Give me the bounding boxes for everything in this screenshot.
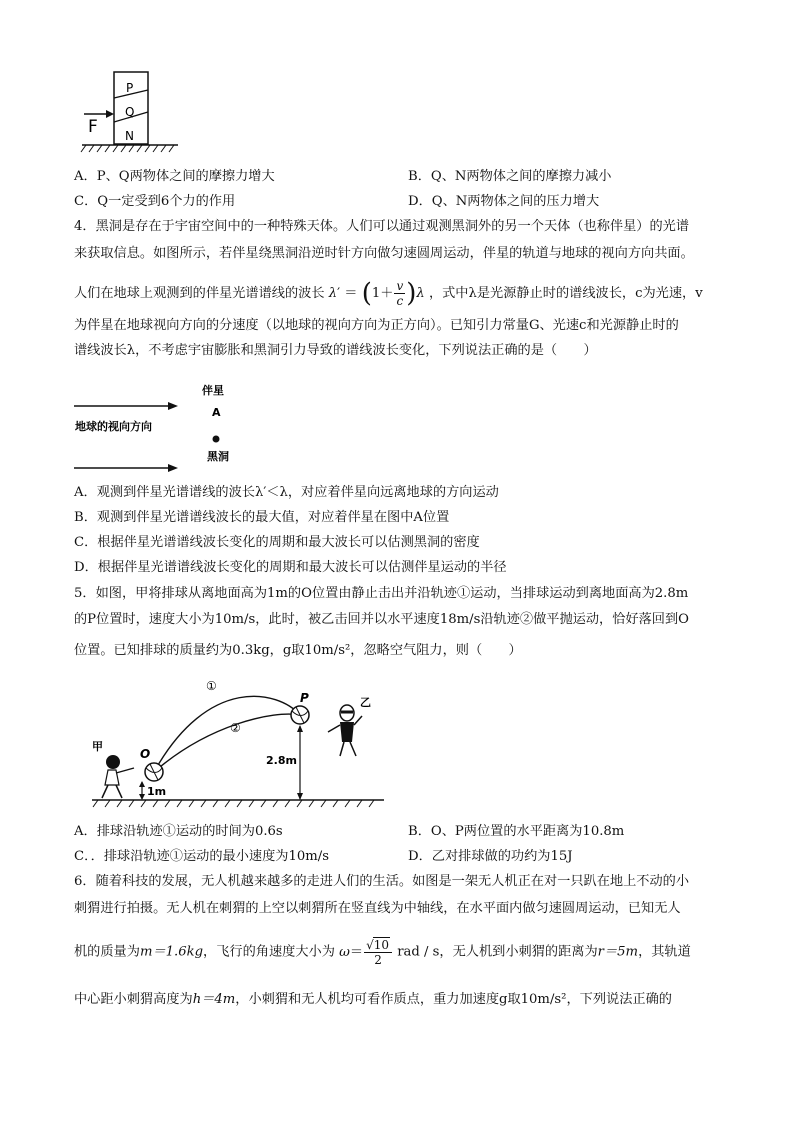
q4-option-d: D．根据伴星光谱谱线波长变化的周期和最大波长可以估测伴星运动的半径 (74, 560, 507, 575)
q6-line-3: 机的质量为m＝1.6kg，飞行的角速度大小为 ω＝ $\frac{√10}{2}$ rad / s，无人机到小刺猬的距离为r＝5m，其轨道 (74, 938, 691, 967)
trajectory-1-label: ① (206, 679, 217, 693)
wavelength-formula: λ′ ＝ (1＋ $\frac{v}{c}$ )λ (328, 278, 425, 309)
point-o-label: O (140, 747, 151, 761)
volleyball-figure (88, 670, 388, 810)
label-q: Q (125, 105, 135, 119)
angular-velocity-formula: ω＝ $\frac{√10}{2}$ (339, 945, 393, 960)
q4-line-3: 人们在地球上观测到的伴星光谱谱线的波长 λ′ ＝ (1＋ $\frac{v}{c}$ )λ ，式中λ是光源静止时的谱线波长，c为光速，v (74, 278, 703, 309)
q5-line-3: 位置。已知排球的质量约为0.3kg，g取10m/s²，忽略空气阻力，则（ ） (74, 643, 522, 658)
q4-option-b: B．观测到伴星光谱谱线波长的最大值，对应着伴星在图中A位置 (74, 510, 450, 525)
point-a-label: A (212, 406, 221, 419)
q6-line-1: 6．随着科技的发展，无人机越来越多的走进人们的生活。如图是一架无人机正在对一只趴在地上不动的小 (74, 874, 690, 889)
q5-line-1: 5．如图，甲将排球从离地面高为1m的O位置由静止击出并沿轨迹①运动，当排球运动到离地面高为2.8m (74, 586, 689, 601)
companion-star-label: 伴星 (202, 384, 224, 397)
q4-line-2: 来获取信息。如图所示，若伴星绕黑洞沿逆时针方向做匀速圆周运动，伴星的轨道与地球的视向方向共面。 (74, 246, 694, 261)
trajectory-2-label: ② (230, 721, 241, 735)
q3-option-a: A．P、Q两物体之间的摩擦力增大 (74, 169, 275, 184)
q3-option-d: D．Q、N两物体之间的压力增大 (408, 194, 600, 209)
black-hole-figure (72, 378, 252, 478)
q3-option-b: B．Q、N两物体之间的摩擦力减小 (408, 169, 612, 184)
q4-line-5: 谱线波长λ，不考虑宇宙膨胀和黑洞引力导致的谱线波长变化，下列说法正确的是（ ） (74, 343, 597, 358)
q5-line-2: 的P位置时，速度大小为10m/s，此时，被乙击回并以水平速度18m/s沿轨迹②做平抛运动，恰好落回到O (74, 612, 689, 627)
q6-line-4: 中心距小刺猬高度为h＝4m，小刺猬和无人机均可看作质点，重力加速度g取10m/s²，下列说法正确的 (74, 992, 672, 1007)
q6-line-2: 刺猬进行拍摄。无人机在刺猬的上空以刺猬所在竖直线为中轴线，在水平面内做匀速圆周运动，已知无人 (74, 901, 681, 916)
blocks-figure (80, 68, 180, 158)
height-o-label: 1m (147, 785, 167, 798)
label-p: P (126, 81, 134, 95)
label-f: F (88, 117, 98, 137)
q5-option-b: B．O、P两位置的水平距离为10.8m (408, 824, 625, 839)
q3-option-c: C．Q一定受到6个力的作用 (74, 194, 236, 209)
q4-line-1: 4．黑洞是存在于宇宙空间中的一种特殊天体。人们可以通过观测黑洞外的另一个天体（也称伴星）的光谱 (74, 219, 690, 234)
height-p-label: 2.8m (266, 754, 297, 767)
q4-option-a: A．观测到伴星光谱谱线的波长λ′＜λ，对应着伴星向远离地球的方向运动 (74, 485, 499, 500)
label-n: N (125, 129, 134, 143)
q5-option-c: C．．排球沿轨迹①运动的最小速度为10m/s (74, 849, 329, 864)
player-yi-label: 乙 (360, 696, 371, 709)
q4-line-4: 为伴星在地球视向方向的分速度（以地球的视向方向为正方向）。已知引力常量G、光速c和光源静止时的 (74, 318, 679, 333)
earth-direction-label: 地球的视向方向 (75, 420, 152, 433)
q4-option-c: C．根据伴星光谱谱线波长变化的周期和最大波长可以估测黑洞的密度 (74, 535, 480, 550)
black-hole-label: 黑洞 (207, 450, 229, 463)
player-jia-label: 甲 (92, 740, 103, 753)
q5-option-a: A．排球沿轨迹①运动的时间为0.6s (74, 824, 283, 839)
q5-option-d: D．乙对排球做的功约为15J (408, 849, 573, 864)
point-p-label: P (300, 691, 309, 705)
